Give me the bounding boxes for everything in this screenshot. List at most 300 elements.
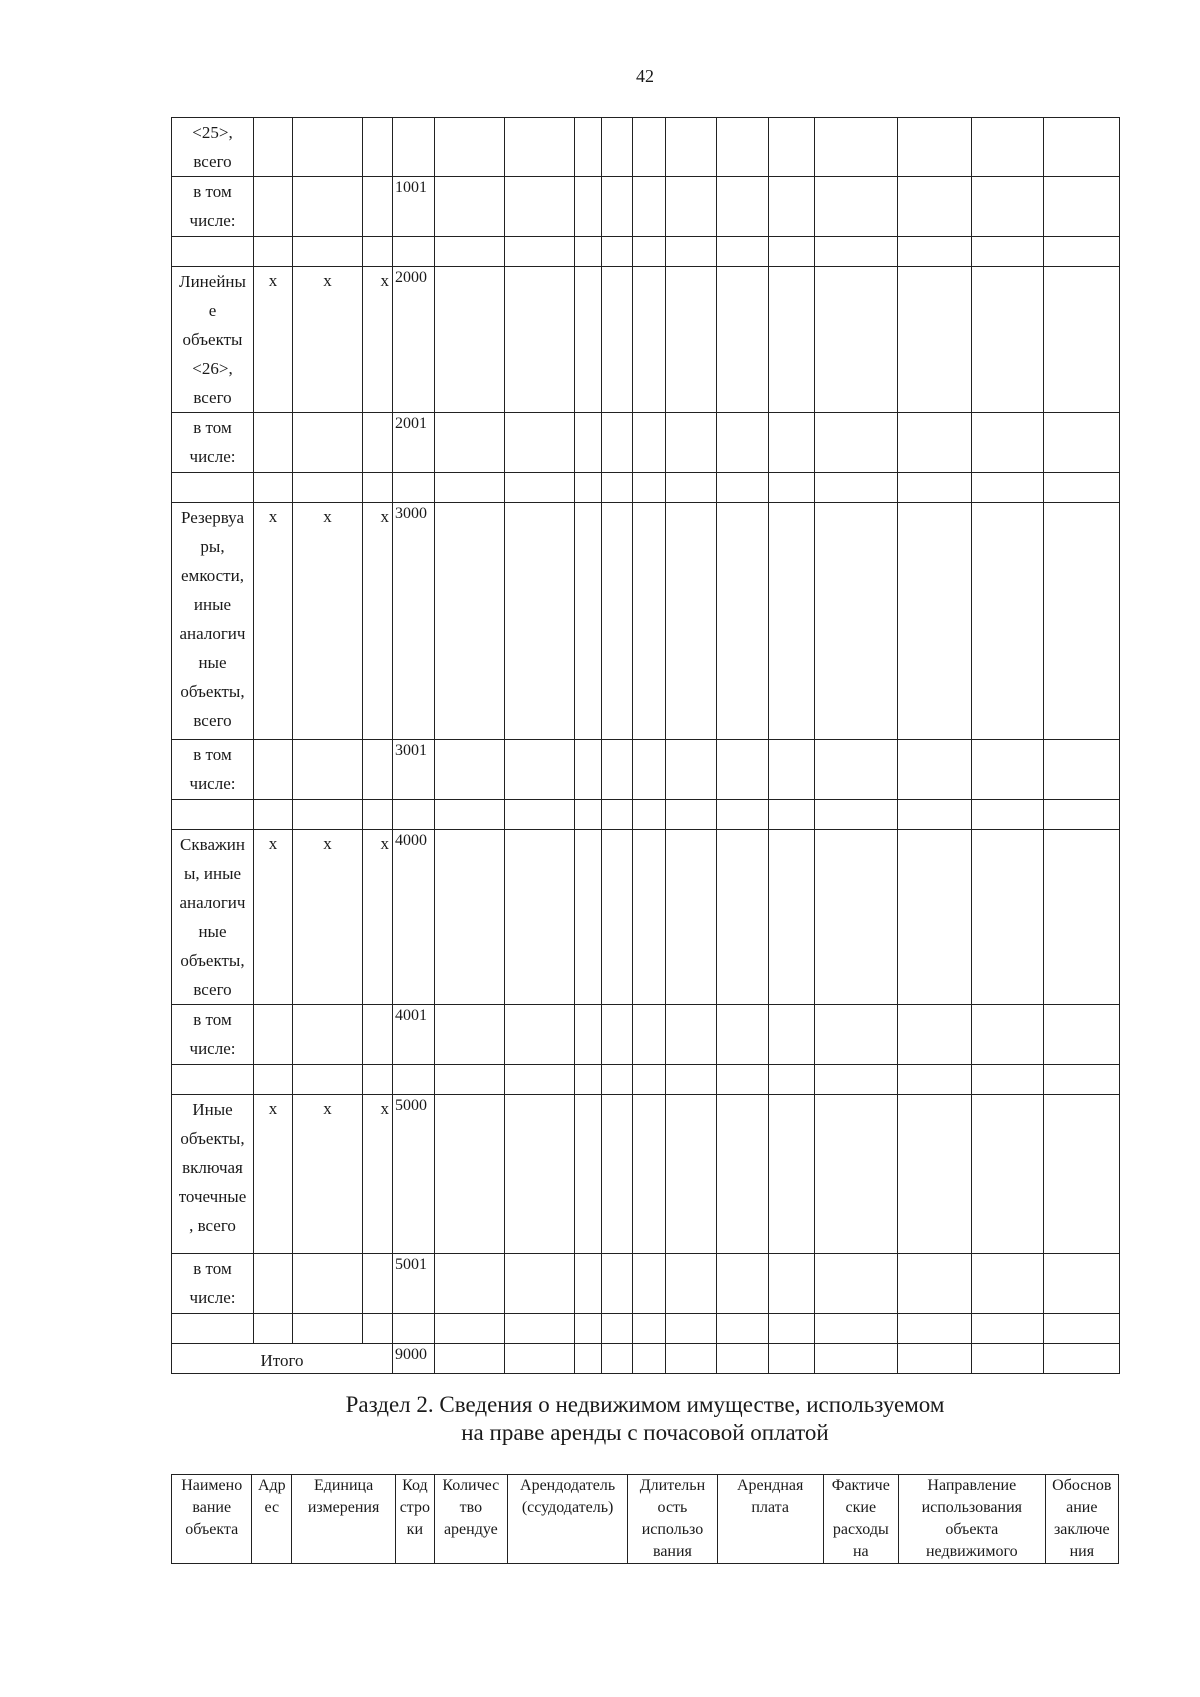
empty-cell xyxy=(172,800,254,830)
empty-cell xyxy=(972,118,1044,177)
empty-cell xyxy=(633,1254,666,1314)
empty-cell xyxy=(254,740,293,800)
empty-cell xyxy=(666,267,717,413)
empty-cell xyxy=(602,503,633,740)
empty-cell xyxy=(815,800,898,830)
empty-cell xyxy=(769,1314,815,1344)
empty-cell xyxy=(575,1005,602,1065)
empty-cell xyxy=(602,177,633,237)
empty-cell xyxy=(898,1005,972,1065)
empty-cell xyxy=(815,1095,898,1254)
empty-cell xyxy=(666,1254,717,1314)
empty-cell xyxy=(393,237,435,267)
empty-cell xyxy=(575,118,602,177)
empty-cell xyxy=(1044,740,1120,800)
column-header: Обоснов ание заключе ния xyxy=(1045,1475,1118,1564)
x-mark-cell: x xyxy=(254,503,293,740)
empty-cell xyxy=(815,118,898,177)
column-header: Количес тво арендуе xyxy=(434,1475,507,1564)
x-mark-cell xyxy=(254,118,293,177)
section-title-line-1: Раздел 2. Сведения о недвижимом имуществе, используемом xyxy=(345,1392,945,1417)
empty-cell xyxy=(254,413,293,473)
empty-cell xyxy=(1044,1254,1120,1314)
table-row-subtotal xyxy=(172,413,1120,473)
empty-cell xyxy=(575,1314,602,1344)
empty-cell xyxy=(602,1095,633,1254)
empty-cell xyxy=(898,413,972,473)
empty-cell xyxy=(633,1065,666,1095)
empty-cell xyxy=(393,473,435,503)
empty-cell xyxy=(972,413,1044,473)
x-mark-cell: x xyxy=(363,267,393,413)
empty-cell xyxy=(575,830,602,1005)
empty-cell xyxy=(254,1254,293,1314)
x-mark-cell: x xyxy=(254,267,293,413)
empty-cell xyxy=(769,1254,815,1314)
empty-cell xyxy=(602,800,633,830)
empty-cell xyxy=(769,503,815,740)
empty-cell xyxy=(717,413,769,473)
column-header: Код стро ки xyxy=(396,1475,435,1564)
empty-cell xyxy=(293,1254,363,1314)
x-mark-cell: x xyxy=(363,1095,393,1254)
row-code: 1001 xyxy=(393,177,435,237)
empty-cell xyxy=(972,1254,1044,1314)
empty-cell xyxy=(666,1314,717,1344)
empty-cell xyxy=(435,800,505,830)
table-row-total xyxy=(172,267,1120,413)
empty-cell xyxy=(972,740,1044,800)
empty-cell xyxy=(1044,267,1120,413)
empty-cell xyxy=(575,267,602,413)
empty-cell xyxy=(972,503,1044,740)
empty-cell xyxy=(1044,1095,1120,1254)
empty-cell xyxy=(435,1065,505,1095)
empty-cell xyxy=(815,177,898,237)
empty-cell xyxy=(602,1065,633,1095)
empty-cell xyxy=(505,1095,575,1254)
empty-cell xyxy=(363,413,393,473)
empty-cell xyxy=(972,800,1044,830)
row-label: Иные объекты, включая точечные , всего xyxy=(172,1095,254,1254)
empty-cell xyxy=(717,267,769,413)
empty-cell xyxy=(575,237,602,267)
empty-cell xyxy=(666,1344,717,1374)
empty-cell xyxy=(505,1005,575,1065)
row-label: в том числе: xyxy=(172,740,254,800)
empty-cell xyxy=(666,237,717,267)
empty-cell xyxy=(633,237,666,267)
empty-cell xyxy=(505,830,575,1005)
empty-cell xyxy=(363,740,393,800)
empty-cell xyxy=(633,177,666,237)
empty-cell xyxy=(435,237,505,267)
empty-cell xyxy=(435,830,505,1005)
empty-cell xyxy=(898,237,972,267)
empty-cell xyxy=(633,1005,666,1065)
x-mark-cell: x xyxy=(293,267,363,413)
empty-cell xyxy=(666,503,717,740)
empty-cell xyxy=(717,118,769,177)
empty-cell xyxy=(505,118,575,177)
empty-cell xyxy=(602,1344,633,1374)
x-mark-cell: x xyxy=(363,503,393,740)
empty-cell xyxy=(293,800,363,830)
empty-cell xyxy=(815,1314,898,1344)
empty-cell xyxy=(898,267,972,413)
empty-cell xyxy=(769,800,815,830)
empty-cell xyxy=(972,237,1044,267)
empty-cell xyxy=(815,740,898,800)
empty-cell xyxy=(505,267,575,413)
empty-cell xyxy=(254,1314,293,1344)
empty-cell xyxy=(435,503,505,740)
empty-cell xyxy=(898,1254,972,1314)
empty-cell xyxy=(254,1065,293,1095)
empty-cell xyxy=(898,800,972,830)
empty-cell xyxy=(1044,800,1120,830)
table-row-subtotal xyxy=(172,1254,1120,1314)
empty-cell xyxy=(293,177,363,237)
empty-cell xyxy=(363,1314,393,1344)
empty-cell xyxy=(505,1065,575,1095)
row-label: в том числе: xyxy=(172,413,254,473)
empty-cell xyxy=(717,503,769,740)
empty-cell xyxy=(898,830,972,1005)
empty-cell xyxy=(1044,830,1120,1005)
empty-cell xyxy=(633,830,666,1005)
empty-cell xyxy=(575,1095,602,1254)
empty-cell xyxy=(435,413,505,473)
column-header: Арендодатель (ссудодатель) xyxy=(508,1475,628,1564)
empty-cell xyxy=(666,1095,717,1254)
empty-cell xyxy=(633,800,666,830)
row-code: 4000 xyxy=(393,830,435,1005)
empty-cell xyxy=(602,830,633,1005)
empty-cell xyxy=(435,1254,505,1314)
header-row xyxy=(172,1475,1119,1564)
empty-cell xyxy=(293,473,363,503)
row-code: 4001 xyxy=(393,1005,435,1065)
empty-cell xyxy=(254,473,293,503)
empty-cell xyxy=(898,177,972,237)
column-header: Наимено вание объекта xyxy=(172,1475,252,1564)
x-mark-cell xyxy=(363,118,393,177)
empty-cell xyxy=(666,177,717,237)
empty-cell xyxy=(575,503,602,740)
empty-cell xyxy=(898,1095,972,1254)
empty-cell xyxy=(769,267,815,413)
empty-cell xyxy=(717,1005,769,1065)
empty-cell xyxy=(363,237,393,267)
empty-cell xyxy=(435,177,505,237)
empty-cell xyxy=(505,800,575,830)
empty-cell xyxy=(602,267,633,413)
empty-cell xyxy=(972,473,1044,503)
empty-cell xyxy=(435,740,505,800)
empty-cell xyxy=(717,830,769,1005)
empty-cell xyxy=(898,503,972,740)
empty-cell xyxy=(1044,1065,1120,1095)
empty-cell xyxy=(575,800,602,830)
empty-cell xyxy=(602,1005,633,1065)
empty-cell xyxy=(972,1314,1044,1344)
empty-cell xyxy=(1044,1344,1120,1374)
empty-cell xyxy=(293,237,363,267)
empty-cell xyxy=(633,473,666,503)
empty-cell xyxy=(435,1314,505,1344)
column-header: Арендная плата xyxy=(717,1475,823,1564)
x-mark-cell: x xyxy=(254,1095,293,1254)
empty-cell xyxy=(717,1314,769,1344)
empty-cell xyxy=(393,1065,435,1095)
empty-cell xyxy=(172,473,254,503)
empty-cell xyxy=(575,740,602,800)
table-row-total xyxy=(172,118,1120,177)
empty-cell xyxy=(717,740,769,800)
empty-cell xyxy=(666,800,717,830)
empty-cell xyxy=(815,830,898,1005)
table-row-blank xyxy=(172,237,1120,267)
empty-cell xyxy=(666,1065,717,1095)
empty-cell xyxy=(717,177,769,237)
empty-cell xyxy=(505,1254,575,1314)
table-row-subtotal xyxy=(172,1005,1120,1065)
table-row-blank xyxy=(172,1314,1120,1344)
empty-cell xyxy=(505,473,575,503)
empty-cell xyxy=(972,1095,1044,1254)
empty-cell xyxy=(633,1344,666,1374)
empty-cell xyxy=(633,1095,666,1254)
empty-cell xyxy=(972,267,1044,413)
empty-cell xyxy=(633,1314,666,1344)
column-header: Направление использования объекта недвижимого xyxy=(898,1475,1045,1564)
row-code xyxy=(393,118,435,177)
empty-cell xyxy=(815,1344,898,1374)
empty-cell xyxy=(717,800,769,830)
empty-cell xyxy=(1044,503,1120,740)
empty-cell xyxy=(575,1065,602,1095)
empty-cell xyxy=(393,1314,435,1344)
empty-cell xyxy=(666,473,717,503)
row-code: 5001 xyxy=(393,1254,435,1314)
empty-cell xyxy=(575,413,602,473)
empty-cell xyxy=(393,800,435,830)
empty-cell xyxy=(1044,473,1120,503)
empty-cell xyxy=(1044,1314,1120,1344)
empty-cell xyxy=(769,1005,815,1065)
empty-cell xyxy=(505,1344,575,1374)
table-row-itogo xyxy=(172,1344,1120,1374)
table-row-blank xyxy=(172,1065,1120,1095)
empty-cell xyxy=(254,800,293,830)
empty-cell xyxy=(505,503,575,740)
empty-cell xyxy=(815,1065,898,1095)
x-mark-cell: x xyxy=(293,1095,363,1254)
empty-cell xyxy=(363,473,393,503)
empty-cell xyxy=(717,1095,769,1254)
empty-cell xyxy=(666,118,717,177)
empty-cell xyxy=(717,1344,769,1374)
table-row-subtotal xyxy=(172,740,1120,800)
empty-cell xyxy=(769,1065,815,1095)
empty-cell xyxy=(633,118,666,177)
empty-cell xyxy=(815,473,898,503)
empty-cell xyxy=(602,740,633,800)
column-header: Единица измерения xyxy=(292,1475,396,1564)
empty-cell xyxy=(666,1005,717,1065)
empty-cell xyxy=(1044,1005,1120,1065)
empty-cell xyxy=(898,1314,972,1344)
row-label: Резервуа ры, емкости, иные аналогич ные объекты, всего xyxy=(172,503,254,740)
empty-cell xyxy=(505,1314,575,1344)
x-mark-cell: x xyxy=(363,830,393,1005)
x-mark-cell: x xyxy=(293,830,363,1005)
empty-cell xyxy=(254,177,293,237)
empty-cell xyxy=(717,473,769,503)
empty-cell xyxy=(633,267,666,413)
column-header: Длительн ость использо вания xyxy=(628,1475,718,1564)
empty-cell xyxy=(435,1005,505,1065)
continuation-table xyxy=(171,117,1120,1374)
row-label: в том числе: xyxy=(172,1254,254,1314)
row-label: в том числе: xyxy=(172,1005,254,1065)
empty-cell xyxy=(769,1095,815,1254)
empty-cell xyxy=(575,1344,602,1374)
empty-cell xyxy=(898,473,972,503)
empty-cell xyxy=(505,740,575,800)
x-mark-cell xyxy=(293,118,363,177)
table-row-blank xyxy=(172,800,1120,830)
empty-cell xyxy=(293,1065,363,1095)
empty-cell xyxy=(898,1344,972,1374)
empty-cell xyxy=(717,1254,769,1314)
empty-cell xyxy=(815,413,898,473)
section-title xyxy=(0,1391,1200,1447)
empty-cell xyxy=(435,267,505,413)
empty-cell xyxy=(172,1314,254,1344)
x-mark-cell: x xyxy=(293,503,363,740)
itogo-label: Итого xyxy=(172,1344,393,1374)
table-row-blank xyxy=(172,473,1120,503)
empty-cell xyxy=(666,830,717,1005)
empty-cell xyxy=(633,740,666,800)
empty-cell xyxy=(769,413,815,473)
empty-cell xyxy=(293,1314,363,1344)
empty-cell xyxy=(666,413,717,473)
empty-cell xyxy=(575,473,602,503)
empty-cell xyxy=(717,237,769,267)
empty-cell xyxy=(363,177,393,237)
empty-cell xyxy=(815,267,898,413)
empty-cell xyxy=(815,1005,898,1065)
empty-cell xyxy=(602,413,633,473)
x-mark-cell: x xyxy=(254,830,293,1005)
column-header: Фактиче ские расходы на xyxy=(823,1475,898,1564)
itogo-code: 9000 xyxy=(393,1344,435,1374)
empty-cell xyxy=(254,1005,293,1065)
empty-cell xyxy=(435,118,505,177)
row-label: в том числе: xyxy=(172,177,254,237)
empty-cell xyxy=(505,177,575,237)
empty-cell xyxy=(633,503,666,740)
empty-cell xyxy=(293,413,363,473)
empty-cell xyxy=(505,413,575,473)
empty-cell xyxy=(1044,118,1120,177)
empty-cell xyxy=(254,237,293,267)
row-label: Скважин ы, иные аналогич ные объекты, всего xyxy=(172,830,254,1005)
empty-cell xyxy=(972,830,1044,1005)
empty-cell xyxy=(898,1065,972,1095)
empty-cell xyxy=(898,740,972,800)
empty-cell xyxy=(769,1344,815,1374)
empty-cell xyxy=(293,1005,363,1065)
empty-cell xyxy=(1044,177,1120,237)
empty-cell xyxy=(769,237,815,267)
empty-cell xyxy=(666,740,717,800)
empty-cell xyxy=(602,1254,633,1314)
section-title-line-2: на праве аренды с почасовой оплатой xyxy=(461,1420,829,1445)
row-code: 2000 xyxy=(393,267,435,413)
empty-cell xyxy=(505,237,575,267)
empty-cell xyxy=(972,1344,1044,1374)
empty-cell xyxy=(1044,413,1120,473)
empty-cell xyxy=(972,1005,1044,1065)
table-row-total xyxy=(172,503,1120,740)
empty-cell xyxy=(972,1065,1044,1095)
empty-cell xyxy=(363,800,393,830)
empty-cell xyxy=(815,237,898,267)
empty-cell xyxy=(769,740,815,800)
empty-cell xyxy=(769,473,815,503)
empty-cell xyxy=(898,118,972,177)
empty-cell xyxy=(172,1065,254,1095)
empty-cell xyxy=(972,177,1044,237)
row-label: <25>, всего xyxy=(172,118,254,177)
empty-cell xyxy=(717,1065,769,1095)
empty-cell xyxy=(172,237,254,267)
empty-cell xyxy=(293,740,363,800)
row-code: 3001 xyxy=(393,740,435,800)
empty-cell xyxy=(575,1254,602,1314)
empty-cell xyxy=(769,830,815,1005)
empty-cell xyxy=(363,1065,393,1095)
column-header: Адр ес xyxy=(252,1475,292,1564)
empty-cell xyxy=(575,177,602,237)
table-row-total xyxy=(172,830,1120,1005)
section-2-header-table xyxy=(171,1474,1119,1564)
empty-cell xyxy=(815,1254,898,1314)
empty-cell xyxy=(769,177,815,237)
page-number: 42 xyxy=(636,66,654,86)
empty-cell xyxy=(435,1344,505,1374)
row-code: 5000 xyxy=(393,1095,435,1254)
empty-cell xyxy=(363,1254,393,1314)
empty-cell xyxy=(769,118,815,177)
empty-cell xyxy=(435,473,505,503)
empty-cell xyxy=(602,473,633,503)
empty-cell xyxy=(633,413,666,473)
empty-cell xyxy=(602,118,633,177)
empty-cell xyxy=(363,1005,393,1065)
empty-cell xyxy=(1044,237,1120,267)
row-code: 3000 xyxy=(393,503,435,740)
table-row-total xyxy=(172,1095,1120,1254)
empty-cell xyxy=(435,1095,505,1254)
empty-cell xyxy=(815,503,898,740)
row-label: Линейны е объекты <26>, всего xyxy=(172,267,254,413)
empty-cell xyxy=(602,237,633,267)
